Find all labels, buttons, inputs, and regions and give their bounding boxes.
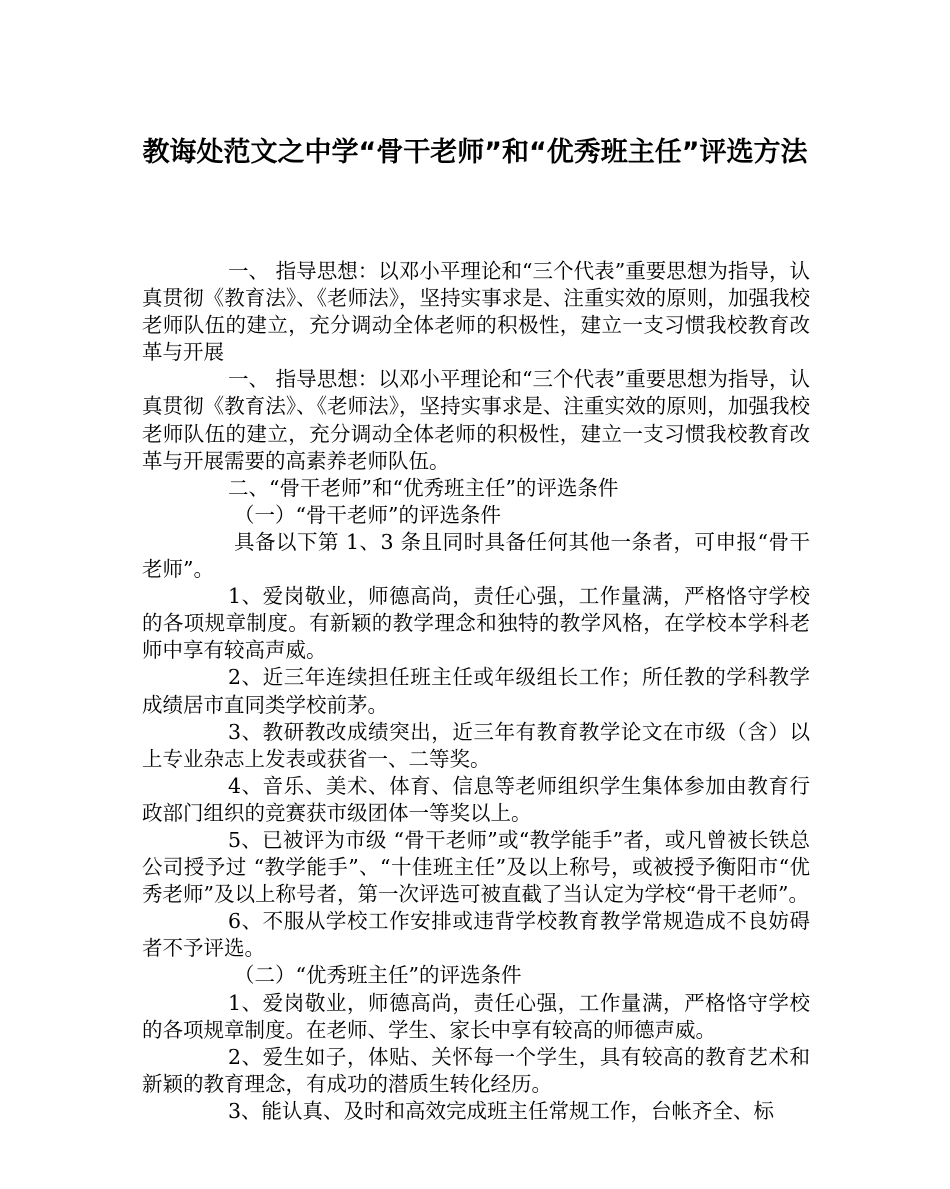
paragraph-guiding-thought-1: 一、 指导思想：以邓小平理论和“三个代表”重要思想为指导，认真贯彻《教育法》、《老师法》，坚持实事求是、注重实效的原则，加强我校老师队伍的建立，充分调动全体老师的积极性，建立一支习惯我校教育改革与开展: [142, 259, 810, 365]
subsection-heading-excellent-head-teacher: （二）“优秀班主任”的评选条件: [234, 963, 522, 988]
list-item: 3、教研教改成绩突出，近三年有教育教学论文在市级（含）以上专业杂志上发表或获省一、二等奖。: [142, 719, 810, 771]
list-item: 1、爱岗敬业，师德高尚，责任心强，工作量满，严格恪守学校的各项规章制度。有新颖的教学理念和独特的教学风格，在学校本学科老师中享有较高声威。: [142, 584, 810, 663]
list-item: 5、已被评为市级 “骨干老师”或“教学能手”者，或凡曾被长铁总公司授予过 “教学能手”、“十佳班主任”及以上称号，或被授予衡阳市“优秀老师”及以上称号者，第一次评选可被直截了当认定为学校“骨干老师”。: [142, 827, 810, 907]
paragraph-eligibility: 具备以下第 1、3 条且同时具备任何其他一条者，可申报“骨干老师”。: [142, 529, 810, 582]
document-body: [142, 258, 810, 1125]
list-item: 2、近三年连续担任班主任或年级组长工作；所任教的学科教学成绩居市直同类学校前茅。: [142, 665, 810, 717]
list-item: 2、爱生如子，体贴、关怀每一个学生，具有较高的教育艺术和新颖的教育理念，有成功的潜质生转化经历。: [142, 1044, 810, 1096]
paragraph-guiding-thought-2: 一、 指导思想：以邓小平理论和“三个代表”重要思想为指导，认真贯彻《教育法》、《老师法》，坚持实事求是、注重实效的原则，加强我校老师队伍的建立，充分调动全体老师的积极性，建立一支习惯我校教育改革与开展需要的高素养老师队伍。: [142, 367, 810, 473]
list-item: 3、能认真、及时和高效完成班主任常规工作，台帐齐全、标: [228, 1098, 775, 1123]
subsection-heading-backbone-teacher: （一）“骨干老师”的评选条件: [234, 502, 501, 527]
section-heading-criteria: 二、“骨干老师”和“优秀班主任”的评选条件: [228, 475, 619, 500]
document-title: 教诲处范文之中学“骨干老师”和“优秀班主任”评选方法: [142, 137, 808, 168]
list-item: 6、不服从学校工作安排或违背学校教育教学常规造成不良妨碍者不予评选。: [142, 909, 810, 961]
list-item: 1、爱岗敬业，师德高尚，责任心强，工作量满，严格恪守学校的各项规章制度。在老师、学生、家长中享有较高的师德声威。: [142, 990, 810, 1042]
list-item: 4、音乐、美术、体育、信息等老师组织学生集体参加由教育行政部门组织的竞赛获市级团体一等奖以上。: [142, 773, 810, 825]
